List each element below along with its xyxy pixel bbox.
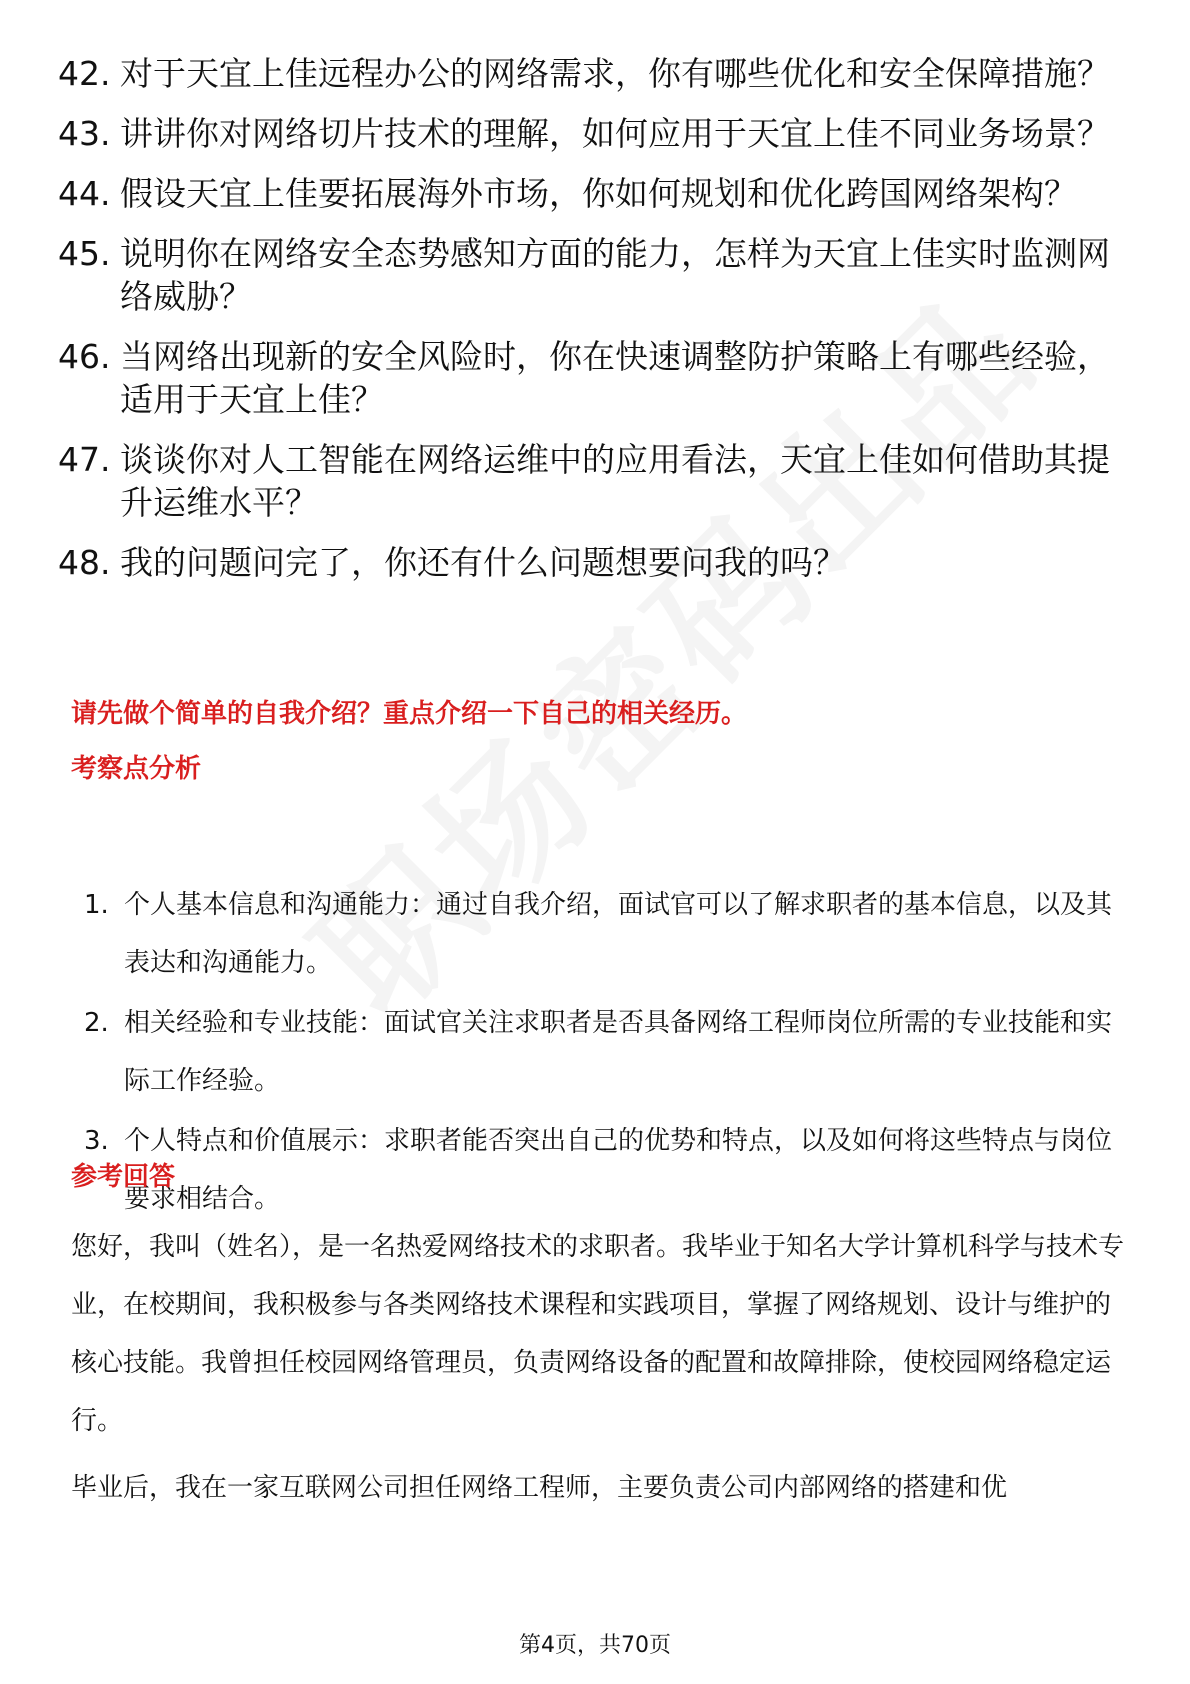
question-item [58, 112, 1138, 155]
question-number: 45. [58, 234, 111, 273]
question-text: 讲讲你对网络切片技术的理解，如何应用于天宜上佳不同业务场景？ [120, 114, 1110, 153]
question-item [58, 232, 1138, 318]
question-number: 43. [58, 114, 111, 153]
question-item [58, 52, 1138, 95]
question-item [58, 172, 1138, 215]
question-number: 46. [58, 337, 111, 376]
answer-paragraph: 您好，我叫（姓名），是一名热爱网络技术的求职者。我毕业于知名大学计算机科学与技术专业，在校期间，我积极参与各类网络技术课程和实践项目，掌握了网络规划、设计与维护的核心技能。我曾担任校园网络管理员，负责网络设备的配置和故障排除，使校园网络稳定运行。 [71, 1232, 1125, 1436]
question-item [58, 438, 1138, 524]
question-number: 47. [58, 440, 111, 479]
question-text: 对于天宜上佳远程办公的网络需求，你有哪些优化和安全保障措施？ [120, 54, 1110, 93]
question-list [58, 52, 1138, 601]
question-text: 当网络出现新的安全风险时，你在快速调整防护策略上有哪些经验，适用于天宜上佳？ [120, 337, 1110, 419]
analysis-item-number: 1. [84, 890, 109, 920]
analysis-item [84, 1112, 1124, 1228]
page-number: 第4页，共70页 [519, 1633, 671, 1658]
question-number: 44. [58, 174, 111, 213]
analysis-item [84, 994, 1124, 1110]
analysis-item [84, 876, 1124, 992]
answer-paragraph: 毕业后，我在一家互联网公司担任网络工程师，主要负责公司内部网络的搭建和优 [71, 1473, 1008, 1503]
question-text: 假设天宜上佳要拓展海外市场，你如何规划和优化跨国网络架构？ [120, 174, 1077, 213]
answer-heading: 参考回答 [71, 1162, 176, 1192]
interview-question-title: 请先做个简单的自我介绍？重点介绍一下自己的相关经历。 [71, 699, 748, 729]
analysis-item-text: 个人特点和价值展示：求职者能否突出自己的优势和特点，以及如何将这些特点与岗位要求相结合。 [124, 1126, 1113, 1214]
question-number: 48. [58, 543, 111, 582]
analysis-item-number: 2. [84, 1008, 109, 1038]
analysis-item-text: 个人基本信息和沟通能力：通过自我介绍，面试官可以了解求职者的基本信息，以及其表达和沟通能力。 [124, 890, 1113, 978]
analysis-list [84, 876, 1124, 1230]
question-item [58, 541, 1138, 584]
analysis-item-text: 相关经验和专业技能：面试官关注求职者是否具备网络工程师岗位所需的专业技能和实际工作经验。 [124, 1008, 1113, 1096]
question-text: 谈谈你对人工智能在网络运维中的应用看法，天宜上佳如何借助其提升运维水平？ [120, 440, 1110, 522]
question-text: 说明你在网络安全态势感知方面的能力，怎样为天宜上佳实时监测网络威胁？ [120, 234, 1110, 316]
analysis-heading: 考察点分析 [71, 754, 202, 784]
question-number: 42. [58, 54, 111, 93]
question-text: 我的问题问完了，你还有什么问题想要问我的吗？ [120, 543, 846, 582]
question-item [58, 335, 1138, 421]
analysis-item-number: 3. [84, 1126, 109, 1156]
